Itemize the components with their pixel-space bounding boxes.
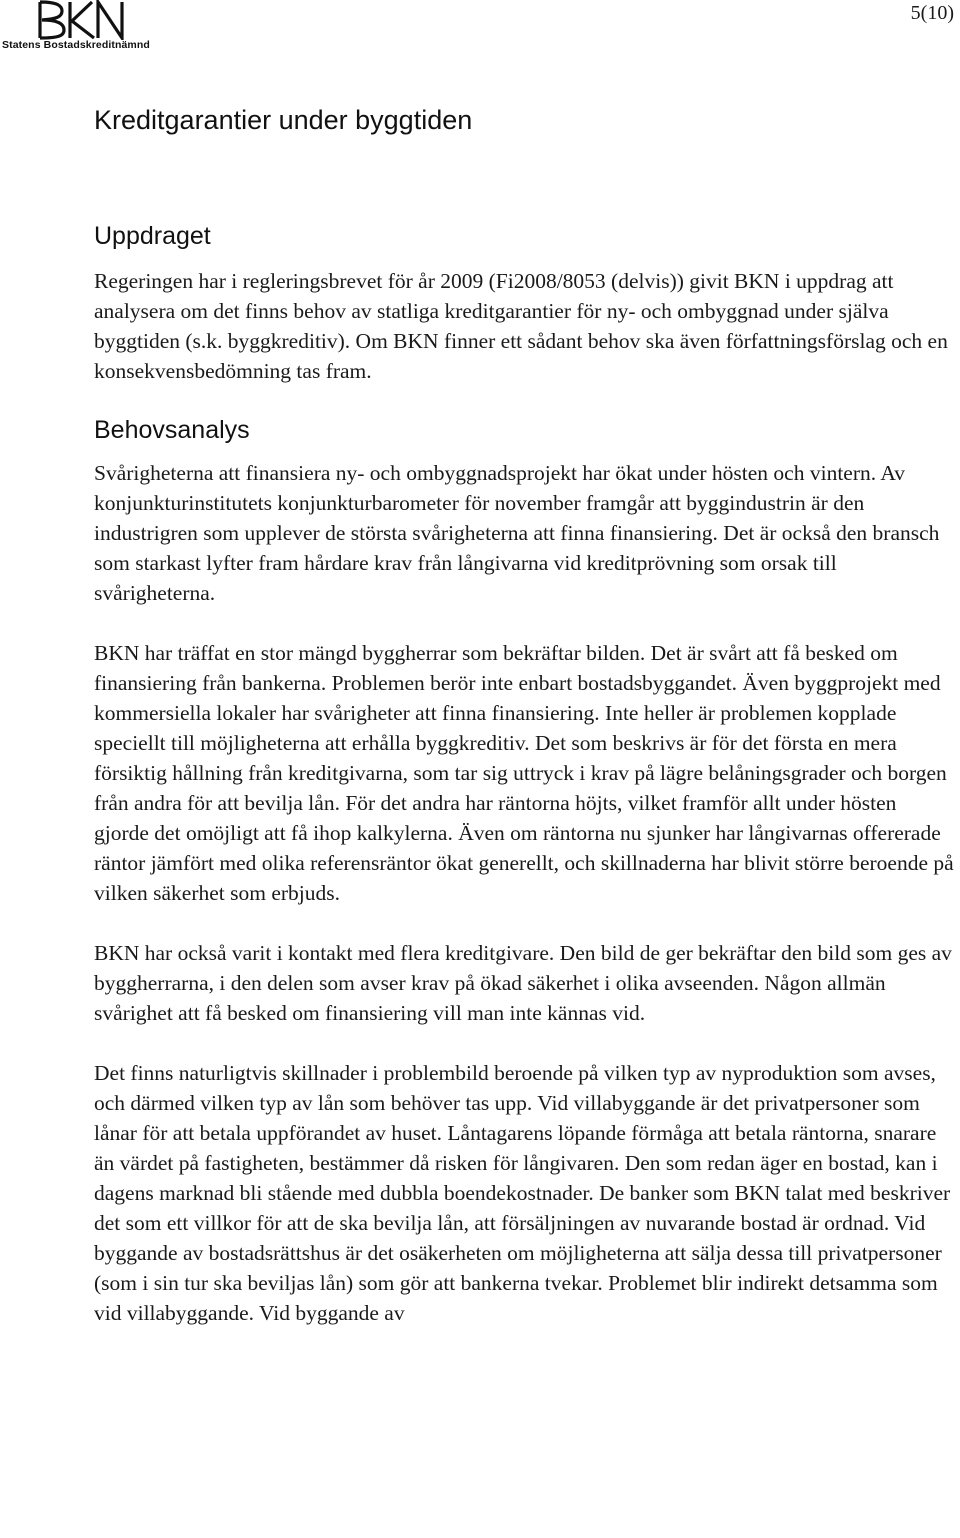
paragraph: Svårigheterna att finansiera ny- och ombyggnadsprojekt har ökat under hösten och vintern. Av konjunkturinstitutets konjunkturbarometer för november framgår att byggindustrin är den industrigren som upplever de största svårigheterna att finna finansiering. Det är också den bransch som starkast lyfter fram hårdare krav från långivarna vid kreditprövning som orsak till svårigheterna.: [94, 461, 940, 605]
document-title: Kreditgarantier under byggtiden: [94, 105, 473, 135]
paragraph: Det finns naturligtvis skillnader i problembild beroende på vilken typ av nyproduktion som avses, och därmed vilken typ av lån som behöver tas upp. Vid villabyggande är det privatpersoner som lånar för att betala uppförandet av huset. Låntagarens löpande förmåga att betala räntorna, snarare än värdet på fastigheten, bestämmer då risken för långivaren. Den som redan äger en bostad, kan i dagens marknad bli stående med dubbla boendekostnader. De banker som BKN talat med beskriver det som ett villkor för att de ska bevilja lån, att försäljningen av nuvarande bostad är ordnad. Vid byggande av bostadsrättshus är det osäkerheten om möjligheterna att sälja dessa till privatpersoner (som i sin tur ska beviljas lån) som gör att bankerna tvekar. Problemet blir indirekt detsamma som vid villabyggande. Vid byggande av: [94, 1061, 951, 1325]
logo-subtitle: Statens Bostadskreditnämnd: [2, 39, 150, 51]
paragraph: BKN har träffat en stor mängd byggherrar som bekräftar bilden. Det är svårt att få besked om finansiering från bankerna. Problemen berör inte enbart bostadsbyggandet. Även byggprojekt med kommersiella lokaler har svårigheter att finna finansiering. Inte heller är problemen kopplade speciellt till möjligheterna att erhålla byggkreditiv. Det som beskrivs är för det första en mera försiktig hållning från kreditgivarna, som tar sig uttryck i krav på lägre belåningsgrader och borgen från andra för att bevilja lån. För det andra har räntorna höjts, vilket framför allt under hösten gjorde det omöjligt att få ihop kalkylerna. Även om räntorna nu sjunker har långivarnas offererade räntor jämfört med olika referensräntor ökat generellt, och skillnaderna har blivit större beroende på vilken säkerhet som erbjuds.: [94, 641, 954, 905]
page-number: 5(10): [910, 2, 954, 24]
bkn-logo-mark: [36, 0, 132, 40]
bkn-logo: [2, 0, 162, 56]
section-heading-behovsanalys: Behovsanalys: [94, 416, 250, 444]
section-heading-uppdraget: Uppdraget: [94, 222, 211, 250]
paragraph: Regeringen har i regleringsbrevet för år 2009 (Fi2008/8053 (delvis)) givit BKN i uppdrag att analysera om det finns behov av statliga kreditgarantier för ny- och ombyggnad under själva byggtiden (s.k. byggkreditiv). Om BKN finner ett sådant behov ska även författningsförslag och en konsekvensbedömning tas fram.: [94, 269, 948, 383]
document-body: [94, 100, 956, 1328]
paragraph: BKN har också varit i kontakt med flera kreditgivare. Den bild de ger bekräftar den bild som ges av byggherrarna, i den delen som avser krav på ökad säkerhet i olika avseenden. Någon allmän svårighet att få besked om finansiering vill man inte kännas vid.: [94, 941, 952, 1025]
